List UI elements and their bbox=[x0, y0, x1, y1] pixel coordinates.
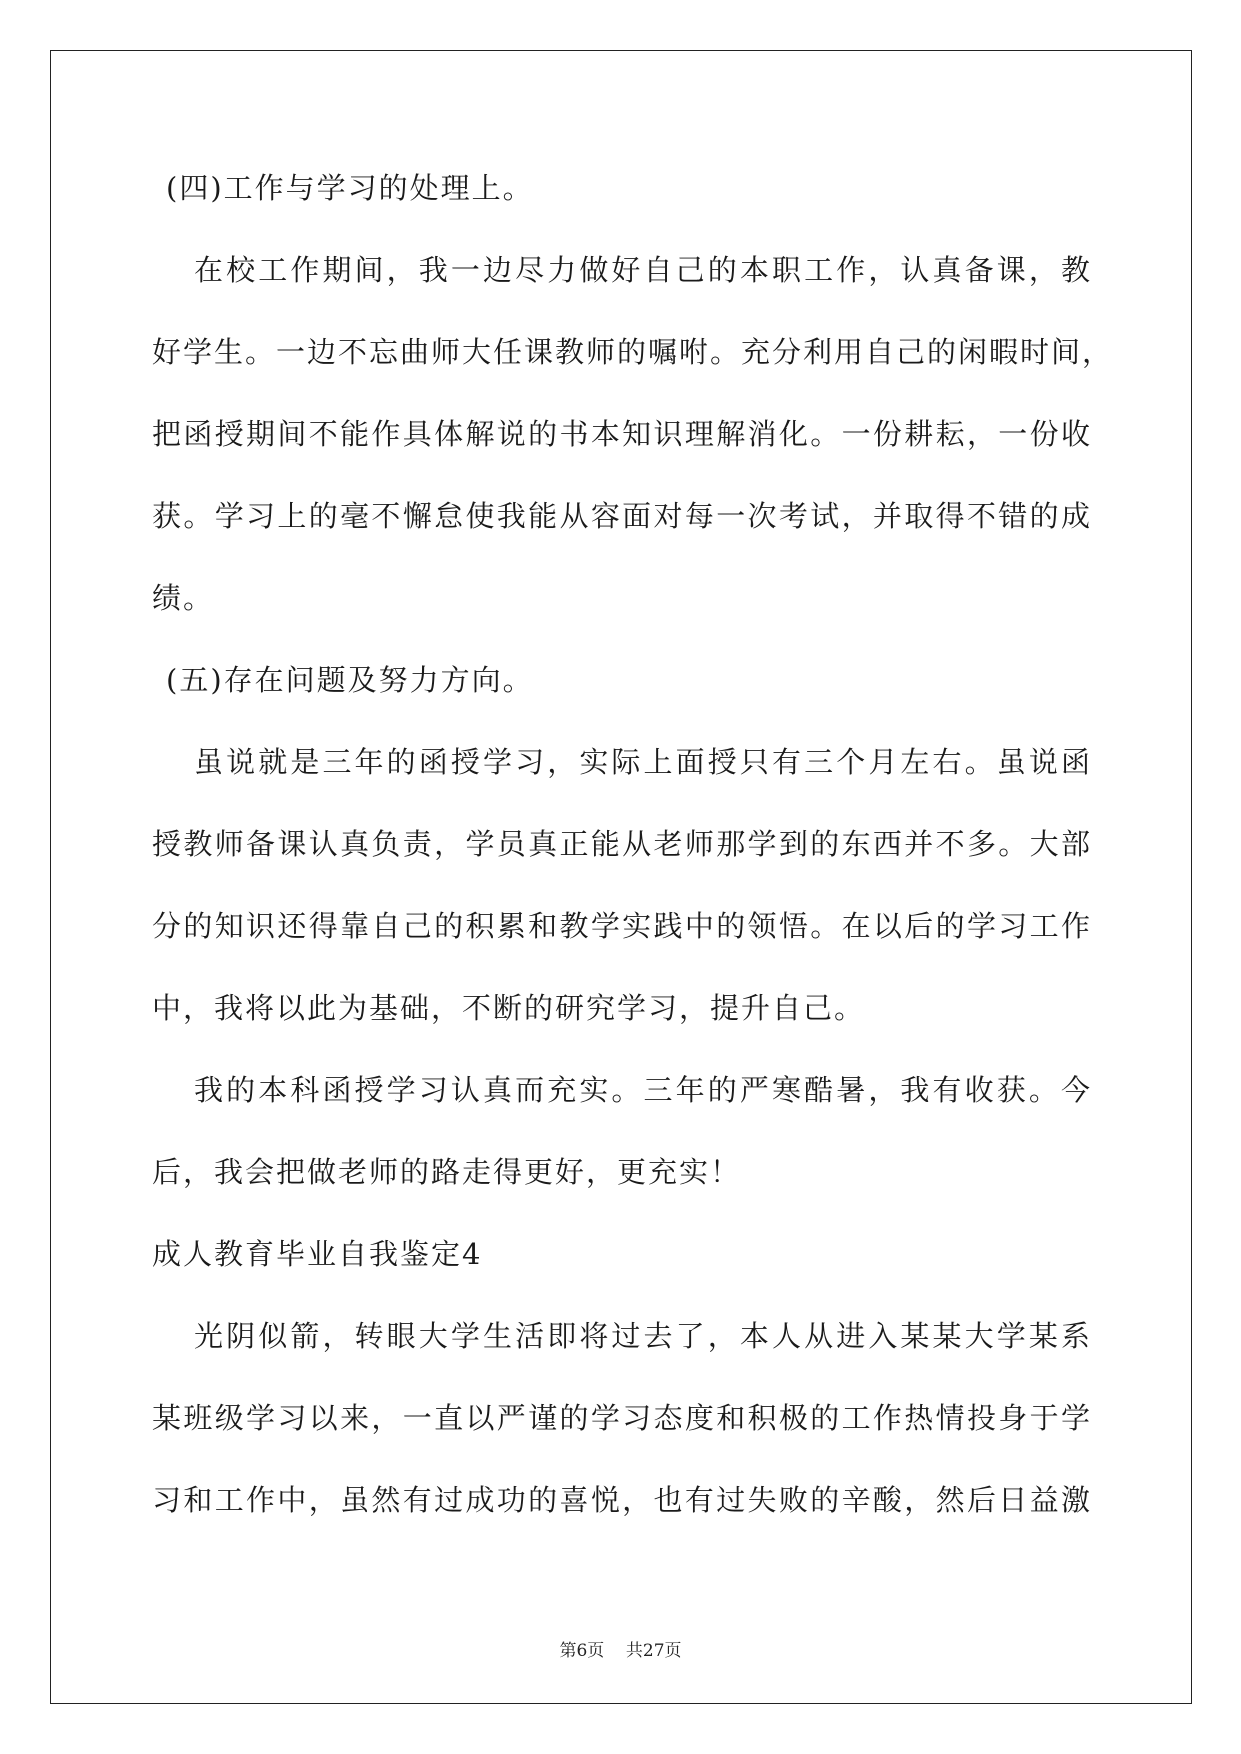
paragraph-line: 把函授期间不能作具体解说的书本知识理解消化。一份耕耘，一份收 bbox=[152, 417, 1092, 451]
paragraph-line: 习和工作中，虽然有过成功的喜悦，也有过失败的辛酸，然后日益激 bbox=[152, 1483, 1092, 1517]
paragraph-line: 虽说就是三年的函授学习，实际上面授只有三个月左右。虽说函 bbox=[194, 745, 1092, 779]
paragraph-line: 后，我会把做老师的路走得更好，更充实！ bbox=[152, 1155, 742, 1189]
document-body bbox=[152, 158, 1114, 1552]
paragraph-line: 某班级学习以来，一直以严谨的学习态度和积极的工作热情投身于学 bbox=[152, 1401, 1092, 1435]
paragraph-line: 中，我将以此为基础，不断的研究学习，提升自己。 bbox=[152, 991, 866, 1025]
paragraph-line: 在校工作期间，我一边尽力做好自己的本职工作，认真备课，教 bbox=[194, 253, 1092, 287]
section-heading-5: (五)存在问题及努力方向。 bbox=[166, 663, 534, 697]
paragraph-line: 好学生。一边不忘曲师大任课教师的嘱咐。充分利用自己的闲暇时间， bbox=[152, 335, 1114, 369]
paragraph-line: 授教师备课认真负责，学员真正能从老师那学到的东西并不多。大部 bbox=[152, 827, 1092, 861]
paragraph-line: 我的本科函授学习认真而充实。三年的严寒酷暑，我有收获。今 bbox=[194, 1073, 1092, 1107]
paragraph-line: 光阴似箭，转眼大学生活即将过去了，本人从进入某某大学某系 bbox=[194, 1319, 1092, 1353]
paragraph-line: 绩。 bbox=[152, 581, 215, 615]
paragraph-line: 分的知识还得靠自己的积累和教学实践中的领悟。在以后的学习工作 bbox=[152, 909, 1092, 943]
section-heading-4: (四)工作与学习的处理上。 bbox=[166, 171, 534, 205]
page-number-footer: 第6页 共27页 bbox=[559, 1641, 682, 1661]
section-title: 成人教育毕业自我鉴定4 bbox=[152, 1237, 483, 1271]
paragraph-line: 获。学习上的毫不懈怠使我能从容面对每一次考试，并取得不错的成 bbox=[152, 499, 1092, 533]
